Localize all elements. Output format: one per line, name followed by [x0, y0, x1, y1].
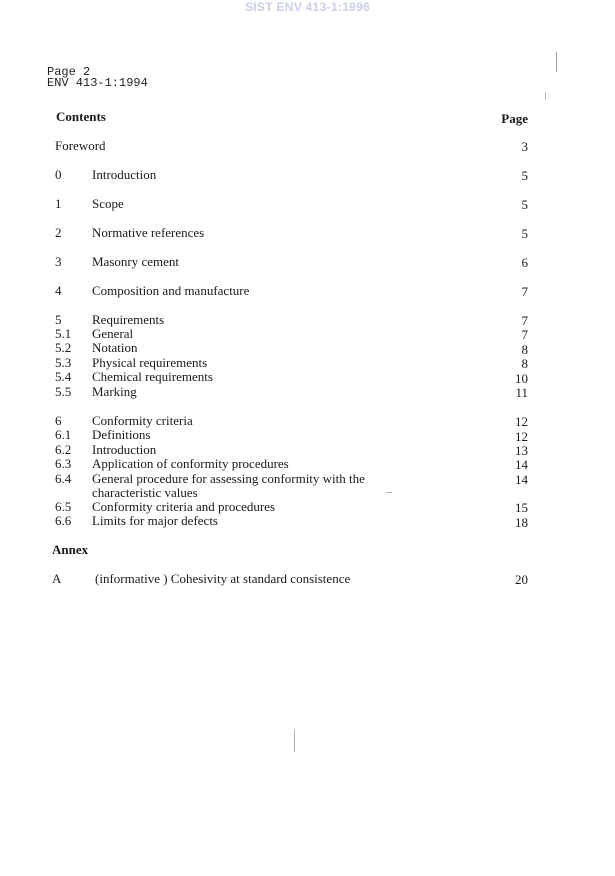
toc-number: 2 [55, 225, 62, 240]
toc-number: 5.4 [55, 369, 72, 384]
toc-page: 7 [521, 284, 528, 299]
toc-label: Chemical requirements [92, 369, 213, 384]
toc-page: 7 [521, 313, 528, 328]
watermark: SIST ENV 413-1:1996 [244, 0, 371, 14]
toc-number: A [52, 571, 62, 586]
toc-label: Foreword [55, 138, 106, 153]
toc-label-continuation: characteristic values [92, 485, 198, 500]
scan-artifact [545, 92, 546, 100]
toc-number: 6.4 [55, 471, 72, 486]
toc-label: Requirements [92, 312, 165, 327]
toc-page: 11 [515, 385, 528, 400]
toc-label: Physical requirements [92, 355, 208, 370]
toc-page: 5 [521, 226, 528, 241]
annex-heading: Annex [52, 542, 89, 557]
toc-number: 4 [55, 283, 62, 298]
toc-label: Composition and manufacture [92, 283, 250, 298]
toc-page: 5 [521, 168, 528, 183]
toc-label: General [92, 326, 134, 341]
page-number-header: Page 2 [47, 65, 91, 79]
toc-number: 5.5 [55, 384, 72, 399]
toc-label: (informative ) Cohesivity at standard consistence [95, 571, 351, 586]
toc-label: Marking [92, 384, 137, 399]
toc-page: 13 [515, 443, 528, 458]
toc-number: 5.1 [55, 326, 72, 341]
toc-number: 6.1 [55, 427, 72, 442]
toc-page: 5 [521, 197, 528, 212]
contents-title: Contents [56, 109, 106, 124]
toc-page: 14 [515, 457, 528, 472]
toc-number: 6.3 [55, 456, 72, 471]
toc-number: 6.6 [55, 513, 72, 528]
toc-label: Conformity criteria [92, 413, 193, 428]
toc-number: 6 [55, 413, 62, 428]
toc-number: 0 [55, 167, 62, 182]
scan-artifact [294, 730, 295, 752]
toc-label: Masonry cement [92, 254, 180, 269]
toc-number: 1 [55, 196, 62, 211]
document-id-header: ENV 413-1:1994 [47, 76, 148, 90]
toc-page: 6 [521, 255, 528, 270]
toc-label: Introduction [92, 442, 157, 457]
toc-label: Limits for major defects [92, 513, 218, 528]
toc-number: 6.5 [55, 499, 72, 514]
toc-page: 14 [515, 472, 528, 487]
toc-number: 5.3 [55, 355, 72, 370]
toc-label: General procedure for assessing conformity with the [92, 471, 365, 486]
toc-page: 12 [515, 414, 528, 429]
toc-number: 6.2 [55, 442, 72, 457]
toc-page: 8 [521, 356, 528, 371]
toc-page: 12 [515, 429, 528, 444]
scan-artifact [556, 52, 557, 72]
toc-page: 3 [521, 139, 528, 154]
toc-number: 3 [55, 254, 62, 269]
toc-label: Introduction [92, 167, 157, 182]
scan-artifact [386, 492, 392, 493]
toc-page: 8 [521, 342, 528, 357]
toc-page: 20 [515, 572, 528, 587]
toc-page: 10 [515, 371, 528, 386]
toc-page: 15 [515, 500, 528, 515]
toc-label: Application of conformity procedures [92, 456, 289, 471]
toc-label: Normative references [92, 225, 205, 240]
toc-number: 5 [55, 312, 62, 327]
toc-page: 18 [515, 515, 528, 530]
toc-label: Notation [92, 340, 138, 355]
toc-label: Scope [92, 196, 124, 211]
page-column-heading: Page [501, 111, 528, 126]
toc-number: 5.2 [55, 340, 72, 355]
toc-label: Definitions [92, 427, 151, 442]
toc-page: 7 [521, 327, 528, 342]
toc-label: Conformity criteria and procedures [92, 499, 276, 514]
